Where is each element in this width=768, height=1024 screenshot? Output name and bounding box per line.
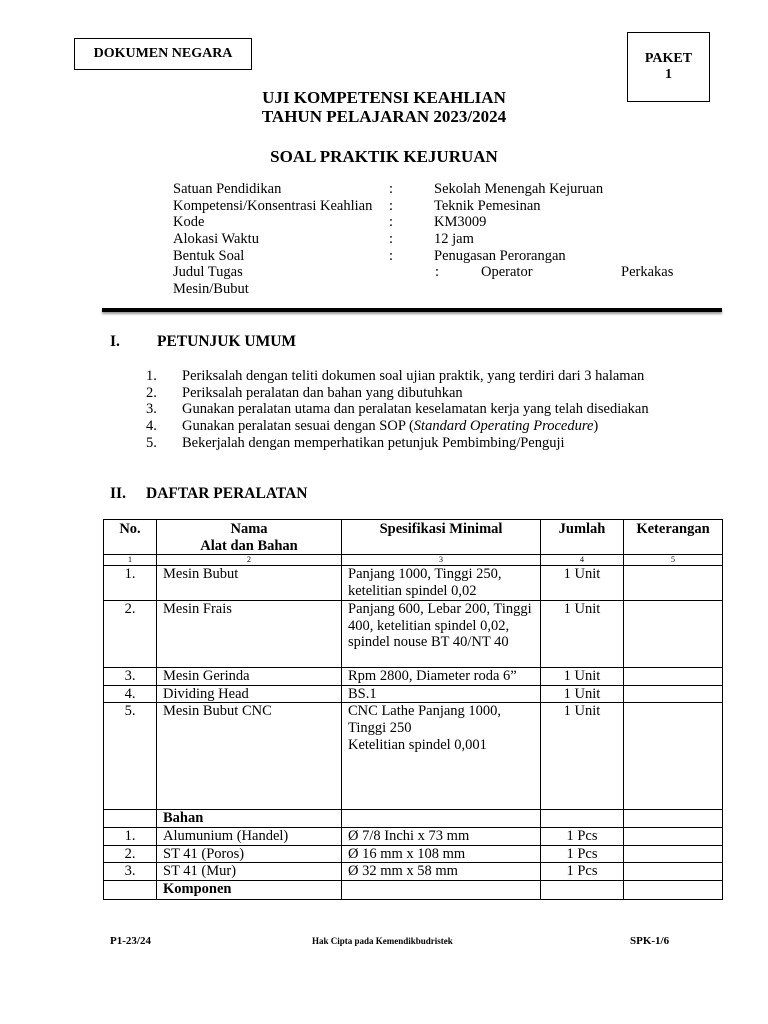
paket-number: 1 xyxy=(665,67,672,82)
table-row xyxy=(104,600,723,667)
list-text: Bekerjalah dengan memperhatikan petunjuk Pembimbing/Penguji xyxy=(182,434,565,451)
cell-no: 3. xyxy=(104,667,157,685)
dokumen-negara-label: DOKUMEN NEGARA xyxy=(93,46,233,61)
header-nama-line1: Nama xyxy=(230,521,268,537)
table-row xyxy=(104,566,723,600)
cell-no: 4. xyxy=(104,685,157,703)
cell-ket xyxy=(624,566,723,600)
list-item xyxy=(146,401,676,418)
title-line-1: UJI KOMPETENSI KEAHLIAN xyxy=(262,88,506,107)
cell-jumlah: 1 Unit xyxy=(541,703,624,810)
list-text-italic: Standard Operating Procedure xyxy=(413,418,594,435)
section-1-numeral: I. xyxy=(110,333,120,350)
cell-nama: Mesin Bubut CNC xyxy=(157,703,342,810)
cell-ket xyxy=(624,810,723,828)
list-text-before: Gunakan peralatan sesuai dengan SOP ( xyxy=(182,418,414,435)
meta-label: Kompetensi/Konsentrasi Keahlian xyxy=(173,197,373,214)
table-row xyxy=(104,685,723,703)
cell-ket xyxy=(624,845,723,863)
meta-label: Kode xyxy=(173,214,205,231)
cell-spek: Panjang 600, Lebar 200, Tinggi 400, ketelitian spindel 0,02, spindel nouse BT 40/NT 40 xyxy=(342,600,541,667)
cell-spek xyxy=(342,881,541,900)
cell-spek xyxy=(342,810,541,828)
cell-ket xyxy=(624,827,723,845)
meta-colon: : xyxy=(389,197,394,214)
meta-colon: : xyxy=(389,231,394,248)
footer-right: SPK-1/6 xyxy=(630,935,670,947)
cell-jumlah: 1 Unit xyxy=(541,667,624,685)
title-line-2: TAHUN PELAJARAN 2023/2024 xyxy=(261,107,507,126)
cell-nama: ST 41 (Poros) xyxy=(157,845,342,863)
table-row xyxy=(104,827,723,845)
cell-no xyxy=(104,881,157,900)
cell-nama: ST 41 (Mur) xyxy=(157,863,342,881)
cell-nama: Dividing Head xyxy=(157,685,342,703)
cell-spek: Panjang 1000, Tinggi 250, ketelitian spindel 0,02 xyxy=(342,566,541,600)
table-row xyxy=(104,703,723,810)
cell-no: 1. xyxy=(104,566,157,600)
bahan-label: Bahan xyxy=(157,810,342,828)
index-cell: 4 xyxy=(541,555,624,566)
meta-value: Teknik Pemesinan xyxy=(434,197,541,214)
cell-jumlah: 1 Unit xyxy=(541,566,624,600)
list-text-after: ) xyxy=(593,418,599,435)
equipment-table xyxy=(103,519,723,900)
cell-ket xyxy=(624,685,723,703)
cell-no xyxy=(104,810,157,828)
cell-no: 2. xyxy=(104,845,157,863)
index-cell: 2 xyxy=(157,555,342,566)
cell-spek: Ø 16 mm x 108 mm xyxy=(342,845,541,863)
meta-label: Satuan Pendidikan xyxy=(173,181,282,197)
table-section-row xyxy=(104,881,723,900)
cell-spek: Ø 7/8 Inchi x 73 mm xyxy=(342,827,541,845)
cell-no: 5. xyxy=(104,703,157,810)
cell-ket xyxy=(624,863,723,881)
judul-label: Judul Tugas xyxy=(173,264,243,281)
list-item xyxy=(146,368,676,385)
header-no: No. xyxy=(104,520,157,555)
judul-word-2: Perkakas xyxy=(621,264,674,281)
index-cell: 5 xyxy=(624,555,723,566)
cell-nama: Mesin Frais xyxy=(157,600,342,667)
cell-jumlah: 1 Pcs xyxy=(541,863,624,881)
index-cell: 1 xyxy=(104,555,157,566)
section-2-title: DAFTAR PERALATAN xyxy=(146,485,308,502)
cell-nama: Mesin Bubut xyxy=(157,566,342,600)
table-index-row xyxy=(104,555,723,566)
cell-spek: BS.1 xyxy=(342,685,541,703)
meta-colon: : xyxy=(389,181,394,197)
list-text: Periksalah dengan teliti dokumen soal ujian praktik, yang terdiri dari 3 halaman xyxy=(182,368,645,384)
meta-value: 12 jam xyxy=(434,231,474,248)
list-text: Gunakan peralatan utama dan peralatan keselamatan kerja yang telah disediakan xyxy=(182,401,649,418)
cell-no: 2. xyxy=(104,600,157,667)
header-nama xyxy=(157,520,342,555)
meta-value: KM3009 xyxy=(434,214,487,231)
list-text: Periksalah peralatan dan bahan yang dibutuhkan xyxy=(182,384,463,401)
table-section-row xyxy=(104,810,723,828)
header-jumlah: Jumlah xyxy=(541,520,624,555)
judul-continuation: Mesin/Bubut xyxy=(173,281,249,298)
list-number: 4. xyxy=(146,418,157,435)
cell-spek-line2: Ketelitian spindel 0,001 xyxy=(348,736,487,753)
footer-center: Hak Cipta pada Kemendikbudristek xyxy=(312,936,453,946)
cell-ket xyxy=(624,600,723,667)
judul-word-1: Operator xyxy=(481,264,533,281)
meta-value: Penugasan Perorangan xyxy=(434,247,566,264)
cell-ket xyxy=(624,667,723,685)
cell-jumlah xyxy=(541,881,624,900)
list-number: 1. xyxy=(146,368,157,384)
komponen-label: Komponen xyxy=(157,881,342,900)
dokumen-negara-box xyxy=(74,38,252,70)
cell-spek: Rpm 2800, Diameter roda 6” xyxy=(342,667,541,685)
cell-ket xyxy=(624,881,723,900)
list-item xyxy=(146,435,676,452)
list-number: 5. xyxy=(146,434,157,451)
cell-jumlah: 1 Unit xyxy=(541,685,624,703)
cell-nama: Mesin Gerinda xyxy=(157,667,342,685)
header-keterangan: Keterangan xyxy=(624,520,723,555)
cell-spek: Ø 32 mm x 58 mm xyxy=(342,863,541,881)
meta-label: Alokasi Waktu xyxy=(173,231,259,248)
petunjuk-list xyxy=(146,368,676,452)
index-cell: 3 xyxy=(342,555,541,566)
meta-colon: : xyxy=(389,214,394,231)
meta-value: Sekolah Menengah Kejuruan xyxy=(434,181,604,197)
paket-label: PAKET xyxy=(644,51,693,66)
cell-jumlah: 1 Pcs xyxy=(541,845,624,863)
cell-nama: Alumunium (Handel) xyxy=(157,827,342,845)
subtitle: SOAL PRAKTIK KEJURUAN xyxy=(270,147,498,166)
cell-ket xyxy=(624,703,723,810)
section-2-numeral: II. xyxy=(110,485,126,502)
cell-jumlah: 1 Unit xyxy=(541,600,624,667)
cell-no: 3. xyxy=(104,863,157,881)
header-divider xyxy=(102,308,722,312)
cell-no: 1. xyxy=(104,827,157,845)
cell-jumlah xyxy=(541,810,624,828)
list-number: 2. xyxy=(146,384,157,401)
list-item xyxy=(146,418,676,435)
cell-jumlah: 1 Pcs xyxy=(541,827,624,845)
footer-left: P1-23/24 xyxy=(110,935,151,947)
table-row xyxy=(104,845,723,863)
table-row xyxy=(104,863,723,881)
header-spesifikasi: Spesifikasi Minimal xyxy=(342,520,541,555)
cell-spek xyxy=(342,703,541,810)
meta-colon: : xyxy=(389,247,394,264)
header-nama-line2: Alat dan Bahan xyxy=(200,537,298,554)
list-item xyxy=(146,385,676,402)
section-1-title: PETUNJUK UMUM xyxy=(157,333,297,350)
list-number: 3. xyxy=(146,401,157,418)
meta-label: Bentuk Soal xyxy=(173,247,245,264)
judul-colon: : xyxy=(435,264,440,281)
cell-spek-line1: CNC Lathe Panjang 1000, Tinggi 250 xyxy=(348,703,502,736)
table-row xyxy=(104,667,723,685)
table-header-row xyxy=(104,520,723,555)
